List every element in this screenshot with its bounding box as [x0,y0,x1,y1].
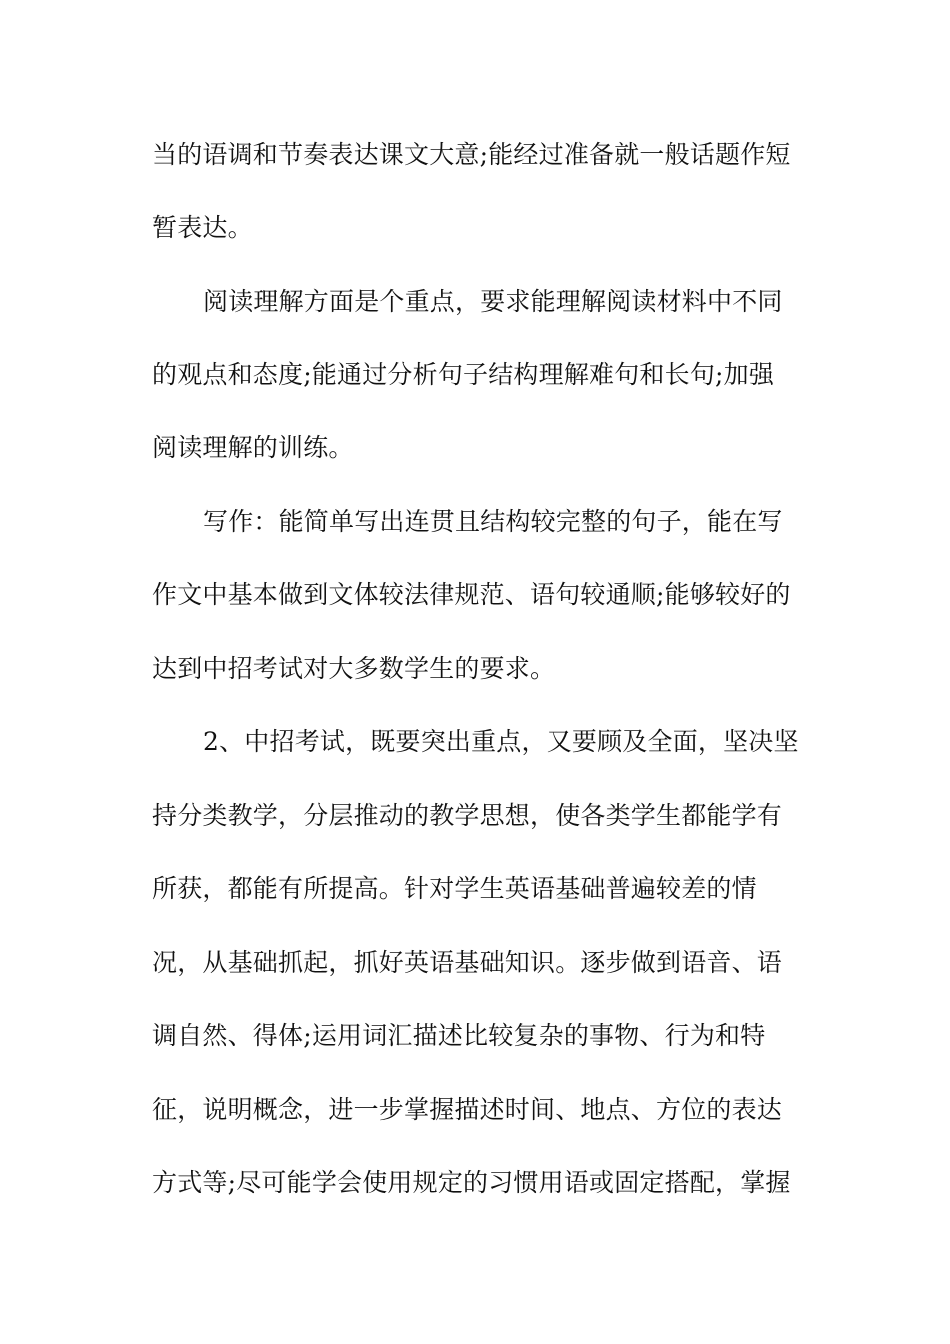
paragraph-line-3: 阅读理解方面是个重点，要求能理解阅读材料中不同 [203,287,783,316]
paragraph-line-13: 调自然、得体;运用词汇描述比较复杂的事物、行为和特 [152,1021,766,1050]
paragraph-line-2: 暂表达。 [152,213,253,242]
paragraph-line-10: 持分类教学，分层推动的教学思想，使各类学生都能学有 [152,801,783,830]
paragraph-line-9: 2、中招考试，既要突出重点，又要顾及全面，坚决坚 [203,727,799,756]
paragraph-line-6: 写作：能简单写出连贯且结构较完整的句子，能在写 [203,507,783,536]
paragraph-line-8: 达到中招考试对大多数学生的要求。 [152,654,556,683]
paragraph-line-1: 当的语调和节奏表达课文大意;能经过准备就一般话题作短 [152,140,791,169]
paragraph-line-11: 所获，都能有所提高。针对学生英语基础普遍较差的情 [152,874,757,903]
paragraph-line-5: 阅读理解的训练。 [152,433,354,462]
paragraph-line-7: 作文中基本做到文体较法律规范、语句较通顺;能够较好的 [152,580,791,609]
paragraph-line-12: 况，从基础抓起，抓好英语基础知识。逐步做到语音、语 [152,948,783,977]
paragraph-line-15: 方式等;尽可能学会使用规定的习惯用语或固定搭配，掌握 [152,1168,791,1197]
paragraph-line-4: 的观点和态度;能通过分析句子结构理解难句和长句;加强 [152,360,775,389]
paragraph-line-14: 征，说明概念，进一步掌握描述时间、地点、方位的表达 [152,1095,783,1124]
